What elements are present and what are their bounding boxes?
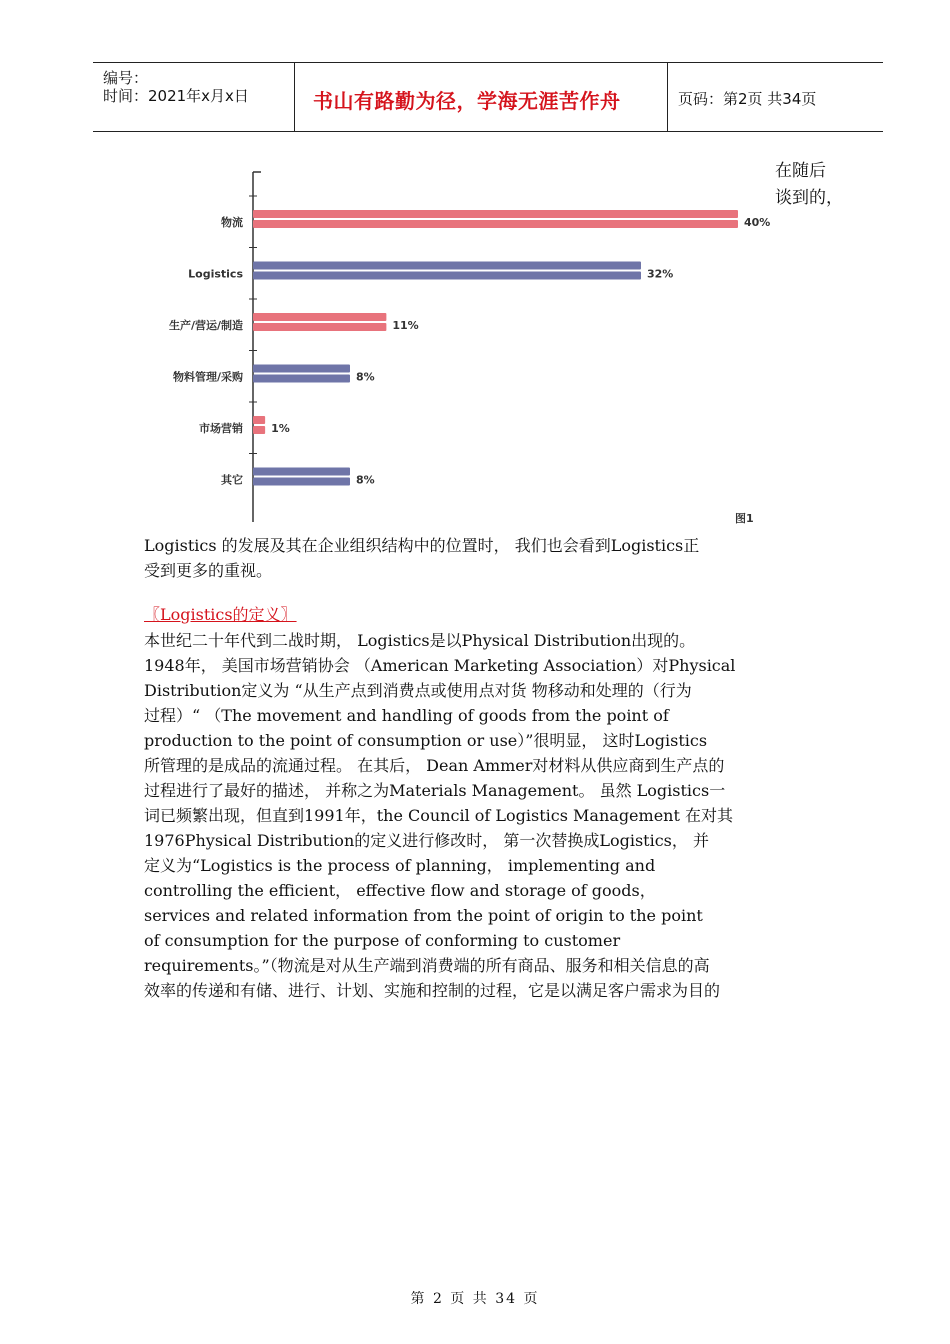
category-label: 市场营销 [199,422,243,435]
bar-0-lower [253,220,738,228]
category-label: 物流 [221,216,243,229]
document-time-label: 时间：2021年x月x日 [103,87,249,105]
page-header [93,62,883,132]
header-motto: 书山有路勤为径，学海无涯苦作舟 [313,89,621,113]
side-text-line-1: 在随后 [775,161,826,181]
paragraph-1: Logistics 的发展及其在企业组织结构中的位置时， 我们也会看到Logistics正 受到更多的重视。 [144,536,700,580]
value-label: 40% [744,216,770,229]
value-label: 8% [356,370,375,384]
bar-3-lower [253,375,350,383]
bar-chart [150,160,770,530]
header-page-cell [668,63,883,131]
bar-4-upper [253,416,265,424]
bar-3-upper [253,365,350,373]
header-motto-cell [295,63,668,131]
paragraph-2: 本世纪二十年代到二战时期， Logistics是以Physical Distribution出现的。 1948年， 美国市场营销协会 （American Marketing Association）对Physical Distribution定义为 “从生产点到消费点或使用点对货 物移动和处理的（行为 过程）“ （The movement and handling of goods from the point of production to the point of consumption or use）”很明显， 这时Logistics 所管理的是成品的流通过程。 在其后， Dean Ammer对材料从供应商到生产点的 过程进行了最好的描述， 并称之为Materials Management。 虽然 Logistics一 词已频繁出现，但直到1991年，the Council of Logistics Management 在对其 1976Physical Distribution的定义进行修改时， 第一次替换成Logistics， 并 定义为“Logistics is the process of planning， implementing and controlling the efficient， effective flow and storage of goods， services and related information from the point of origin to the point of consumption for the purpose of conforming to customer requirements。”（物流是对从生产端到消费端的所有商品、服务和相关信息的高 效率的传递和有储、进行、计划、实施和控制的过程，它是以满足客户需求为目的 [144,631,736,1000]
figure-1 [150,160,770,530]
value-label: 1% [271,422,290,435]
header-info-cell [93,63,295,131]
bar-2-lower [253,323,386,331]
category-label: 物料管理/采购 [172,370,243,384]
category-label: 生产/营运/制造 [168,319,243,332]
category-label: 其它 [221,473,243,487]
section-title[interactable]: 〖Logistics的定义〗 [144,605,297,624]
bar-1-lower [253,272,641,280]
bar-0-upper [253,210,738,218]
value-label: 11% [392,319,419,332]
value-label: 32% [647,267,674,281]
document-number-label: 编号： [103,69,149,87]
side-text [775,158,843,212]
category-label: Logistics [188,267,243,281]
page-footer: 第 2 页 共 34 页 [410,1291,540,1307]
figure-label: 图1 [735,512,754,525]
bar-5-lower [253,478,350,486]
value-label: 8% [356,473,375,487]
bar-4-lower [253,426,265,434]
side-text-line-2: 谈到的， [775,188,843,208]
bar-1-upper [253,262,641,270]
header-page-number: 页码：第2页 共34页 [678,90,817,108]
bar-5-upper [253,468,350,476]
bar-2-upper [253,313,386,321]
